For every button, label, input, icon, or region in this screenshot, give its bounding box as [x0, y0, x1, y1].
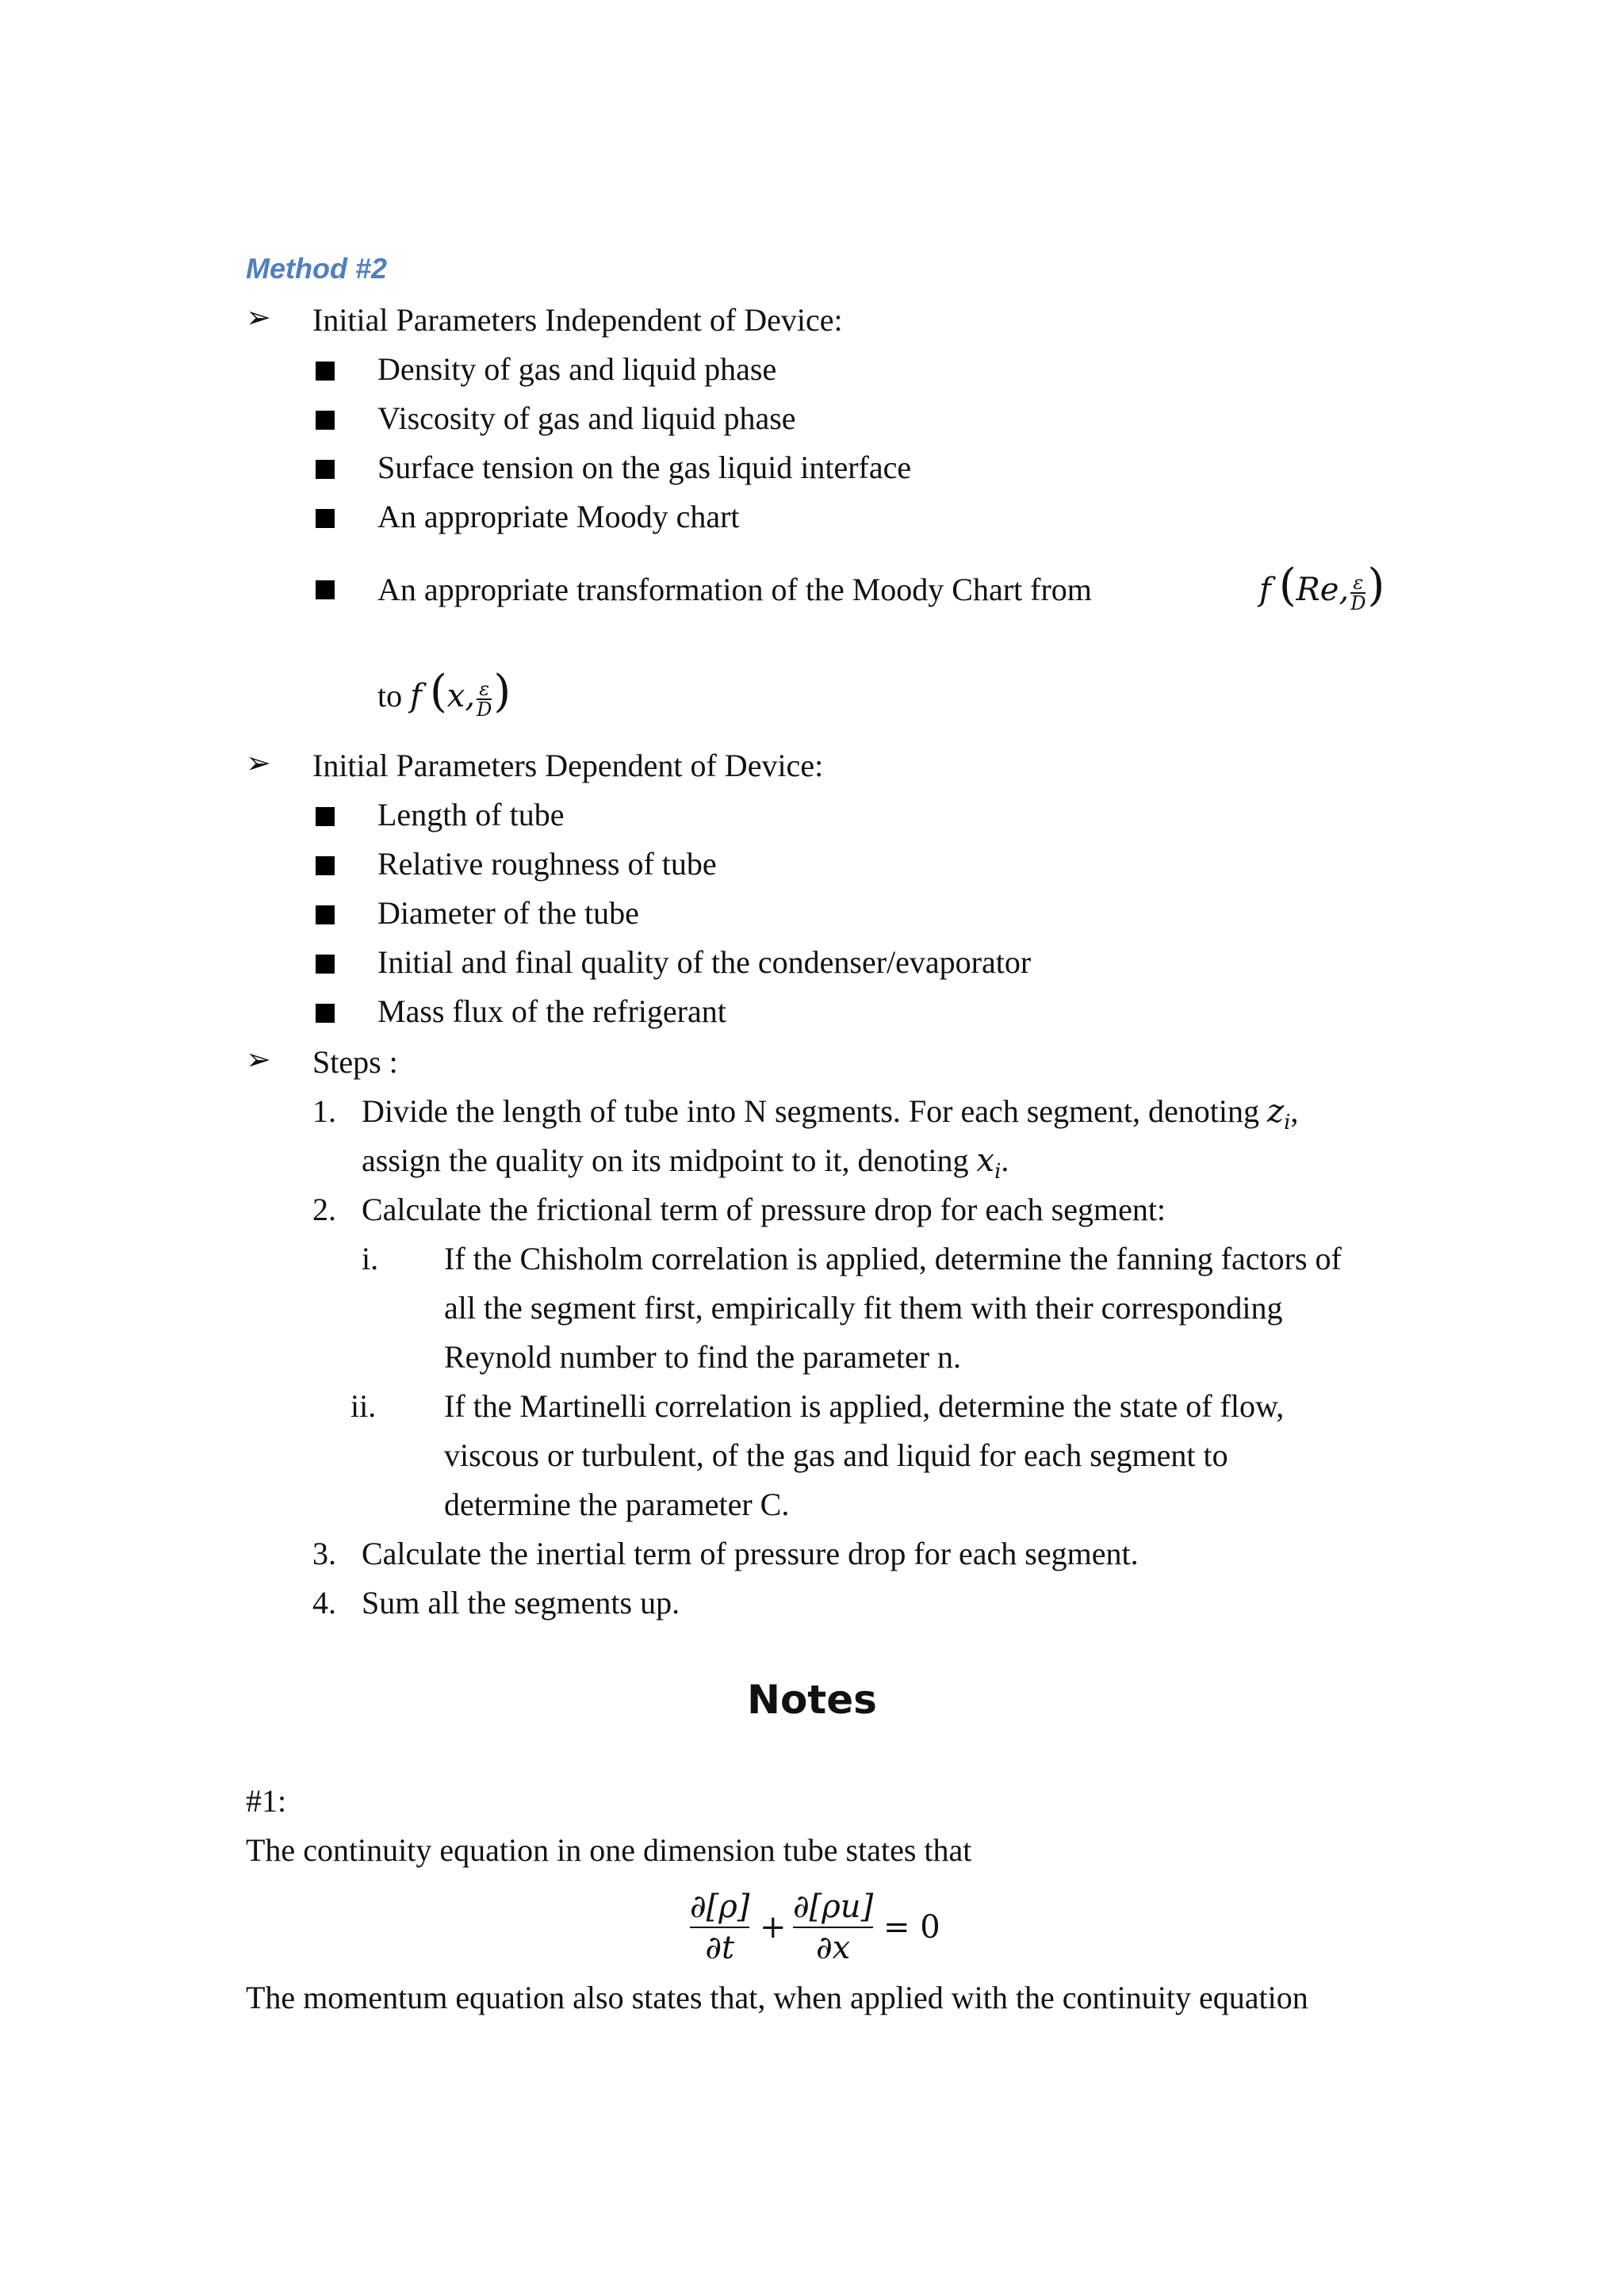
- square-bullet-icon: [316, 509, 335, 528]
- method-heading: Method #2: [246, 252, 388, 285]
- transform-from-expression: f (Re, $\frac{\varepsilon}{D}$ ): [1259, 560, 1385, 614]
- substep-i-line: If the Chisholm correlation is applied, determine the fanning factors of: [444, 1241, 1342, 1276]
- independent-title: Initial Parameters Independent of Device:: [312, 302, 843, 338]
- step-number: 2.: [312, 1192, 336, 1227]
- list-item: Diameter of the tube: [377, 895, 639, 931]
- transform-to-expression: to f (x, $\frac{\varepsilon}{D}$ ): [377, 666, 511, 721]
- square-bullet-icon: [316, 856, 335, 875]
- continuity-equation: [690, 1887, 1039, 1974]
- step-number: 3.: [312, 1536, 336, 1571]
- note-label: #1:: [246, 1783, 287, 1819]
- step-number: 4.: [312, 1585, 336, 1621]
- substep-ii-line: viscous or turbulent, of the gas and liquid for each segment to: [444, 1437, 1228, 1473]
- square-bullet-icon: [316, 905, 335, 924]
- step-3-text: Calculate the inertial term of pressure drop for each segment.: [362, 1536, 1139, 1571]
- square-bullet-icon: [316, 580, 335, 599]
- notes-title: Notes: [747, 1677, 877, 1723]
- step-1-line-2: assign the quality on its midpoint to it, denoting $x_i$.: [362, 1142, 1009, 1184]
- dependent-title: Initial Parameters Dependent of Device:: [312, 748, 824, 783]
- arrow-bullet-icon: ➢: [246, 1042, 271, 1077]
- arrow-bullet-icon: ➢: [246, 300, 271, 335]
- substep-ii-line: If the Martinelli correlation is applied, determine the state of flow,: [444, 1388, 1285, 1424]
- step-2-text: Calculate the frictional term of pressure drop for each segment:: [362, 1192, 1166, 1227]
- square-bullet-icon: [316, 460, 335, 479]
- transform-text: An appropriate transformation of the Moody Chart from: [377, 572, 1092, 607]
- momentum-text: The momentum equation also states that, when applied with the continuity equation: [246, 1980, 1308, 2015]
- square-bullet-icon: [316, 1004, 335, 1023]
- list-item: Initial and final quality of the condenser/evaporator: [377, 944, 1032, 980]
- square-bullet-icon: [316, 807, 335, 826]
- substep-i-line: Reynold number to find the parameter n.: [444, 1339, 962, 1375]
- list-item: Viscosity of gas and liquid phase: [377, 400, 796, 436]
- step-number: 1.: [312, 1093, 336, 1129]
- list-item: An appropriate Moody chart: [377, 499, 740, 534]
- list-item: Density of gas and liquid phase: [377, 351, 777, 387]
- substep-i-line: all the segment first, empirically fit them with their corresponding: [444, 1290, 1283, 1326]
- equation-rhs: = 0: [883, 1909, 940, 1946]
- substep-number: ii.: [350, 1388, 377, 1424]
- equation-fraction-2: ∂[ρu] ∂x: [793, 1888, 874, 1966]
- square-bullet-icon: [316, 411, 335, 430]
- steps-title: Steps :: [312, 1044, 398, 1080]
- list-item: Length of tube: [377, 797, 565, 832]
- list-item: Surface tension on the gas liquid interface: [377, 450, 912, 485]
- substep-number: i.: [362, 1241, 379, 1276]
- list-item: Mass flux of the refrigerant: [377, 993, 726, 1029]
- substep-ii-line: determine the parameter C.: [444, 1487, 790, 1522]
- equation-plus: +: [760, 1909, 787, 1946]
- equation-fraction-1: ∂[ρ] ∂t: [690, 1888, 750, 1966]
- arrow-bullet-icon: ➢: [246, 745, 271, 780]
- square-bullet-icon: [316, 362, 335, 381]
- step-1-line-1: Divide the length of tube into N segments. For each segment, denoting $z_i$,: [362, 1093, 1299, 1135]
- list-item: Relative roughness of tube: [377, 846, 717, 882]
- continuity-text: The continuity equation in one dimension tube states that: [246, 1832, 972, 1868]
- square-bullet-icon: [316, 955, 335, 974]
- step-4-text: Sum all the segments up.: [362, 1585, 680, 1621]
